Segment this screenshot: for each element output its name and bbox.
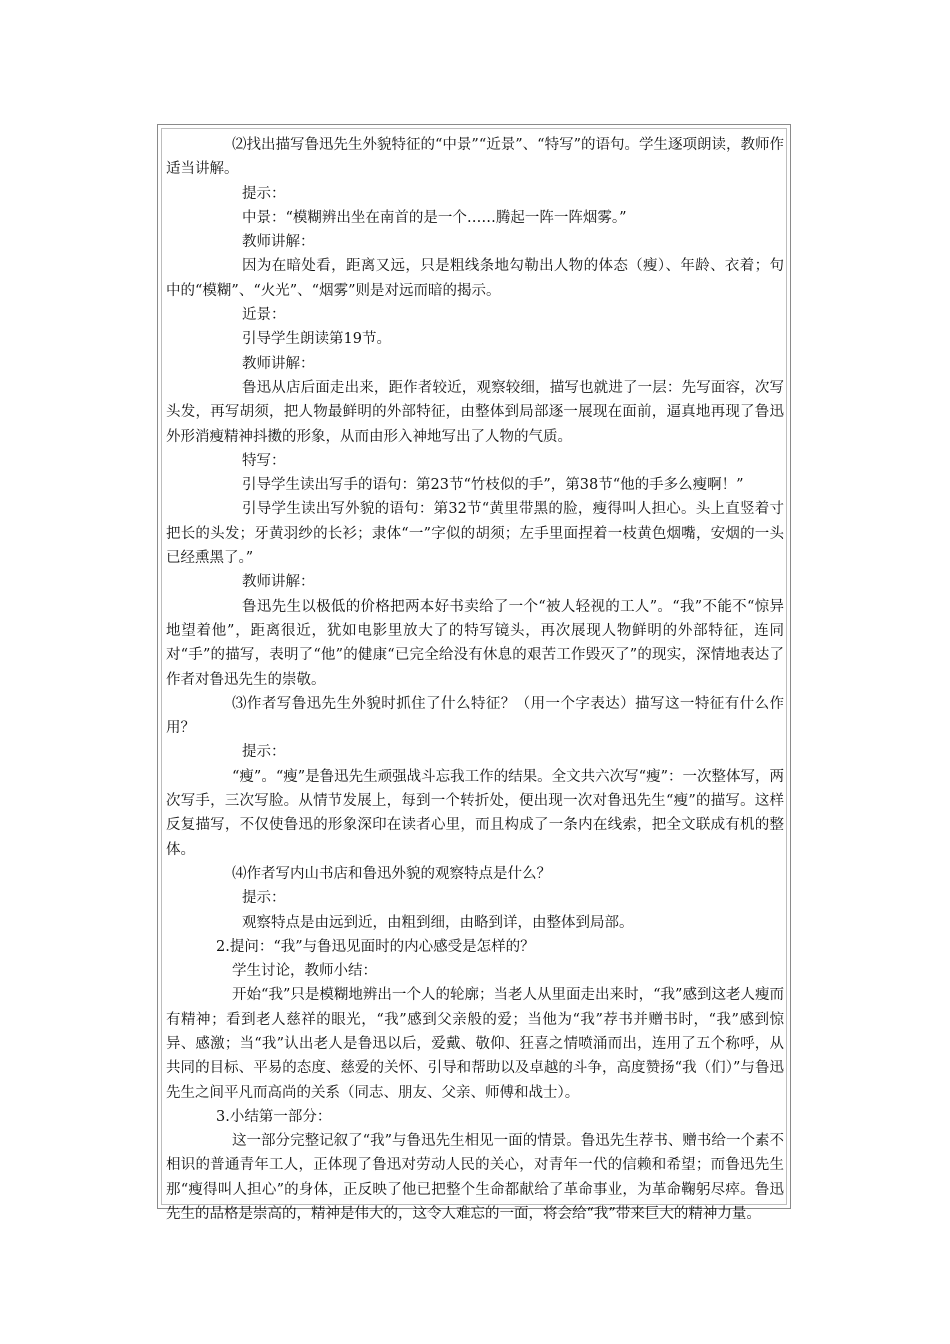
- paragraph: 提示：: [242, 744, 286, 761]
- document-body: [166, 133, 784, 1226]
- paragraph: 近景：: [242, 307, 286, 324]
- paragraph: 特写：: [242, 452, 286, 469]
- paragraph: ⑵找出描写鲁迅先生外貌特征的“中景”“近景”、“特写”的语句。学生逐项朗读，教师作适当讲解。: [166, 137, 784, 178]
- paragraph: 3.小结第一部分：: [216, 1108, 332, 1125]
- paragraph: 提示：: [242, 890, 286, 907]
- paragraph: 引导学生读出写手的语句：第23节“竹枝似的手”，第38节“他的手多么瘦啊！”: [242, 477, 744, 494]
- paragraph: 提示：: [242, 185, 286, 202]
- paragraph: 教师讲解：: [242, 234, 315, 251]
- paragraph: 鲁迅从店后面走出来，距作者较近，观察较细，描写也就进了一层：先写面容，次写头发，再写胡须，把人物最鲜明的外部特征，由整体到局部逐一展现在面前，逼真地再现了鲁迅外形消瘦精神抖擞的形象，从而由形入神地写出了人物的气质。: [166, 379, 784, 445]
- paragraph: 引导学生读出写外貌的语句：第32节“黄里带黑的脸，瘦得叫人担心。头上直竖着寸把长的头发；牙黄羽纱的长衫；隶体“一”字似的胡须；左手里面捏着一枝黄色烟嘴，安烟的一头已经熏黑了。”: [166, 501, 784, 567]
- paragraph: 引导学生朗读第19节。: [242, 331, 391, 348]
- paragraph: 中景：“模糊辨出坐在南首的是一个……腾起一阵一阵烟雾。”: [242, 209, 627, 226]
- paragraph: 鲁迅先生以极低的价格把两本好书卖给了一个“被人轻视的工人”。“我”不能不“惊异地望着他”，距离很近，犹如电影里放大了的特写镜头，再次展现人物鲜明的外部特征，连同对“手”的描写，表明了“他”的健康“已完全给没有休息的艰苦工作毁灭了”的现实，深情地表达了作者对鲁迅先生的崇敬。: [166, 598, 784, 688]
- paragraph: ⑷作者写内山书店和鲁迅外貌的观察特点是什么？: [232, 865, 551, 882]
- paragraph: ⑶作者写鲁迅先生外貌时抓住了什么特征？（用一个字表达）描写这一特征有什么作用？: [166, 695, 784, 737]
- paragraph: 学生讨论，教师小结：: [232, 963, 377, 980]
- paragraph: 这一部分完整记叙了“我”与鲁迅先生相见一面的情景。鲁迅先生荐书、赠书给一个素不相识的普通青年工人，正体现了鲁迅对劳动人民的关心，对青年一代的信赖和希望；而鲁迅先生那“瘦得叫人担心”的身体，正反映了他已把整个生命都献给了革命事业，为革命鞠躬尽瘁。鲁迅先生的品格是崇高的，精神是伟大的，这令人难忘的一面，将会给“我”带来巨大的精神力量。: [166, 1133, 784, 1223]
- paragraph: 2.提问：“我”与鲁迅见面时的内心感受是怎样的？: [216, 938, 535, 955]
- paragraph: 因为在暗处看，距离又远，只是粗线条地勾勒出人物的体态（瘦）、年龄、衣着；句中的“模糊”、“火光”、“烟雾”则是对远而暗的揭示。: [166, 258, 784, 299]
- paragraph: “瘦”。“瘦”是鲁迅先生顽强战斗忘我工作的结果。全文共六次写“瘦”：一次整体写，两次写手，三次写脸。从情节发展上，每到一个转折处，便出现一次对鲁迅先生“瘦”的描写。这样反复描写，不仅使鲁迅的形象深印在读者心里，而且构成了一条内在线索，把全文联成有机的整体。: [166, 768, 784, 858]
- paragraph: 教师讲解：: [242, 355, 315, 372]
- paragraph: 开始“我”只是模糊地辨出一个人的轮廓；当老人从里面走出来时，“我”感到这老人瘦而有精神；看到老人慈祥的眼光，“我”感到父亲般的爱；当他为“我”荐书并赠书时，“我”感到惊异、感激；当“我”认出老人是鲁迅以后，爱戴、敬仰、狂喜之情喷涌而出，连用了五个称呼，从共同的目标、平易的态度、慈爱的关怀、引导和帮助以及卓越的斗争，高度赞扬“我（们）”与鲁迅先生之间平凡而高尚的关系（同志、朋友、父亲、师傅和战士）。: [166, 987, 784, 1101]
- paragraph: 观察特点是由远到近，由粗到细，由略到详，由整体到局部。: [242, 914, 634, 931]
- paragraph: 教师讲解：: [242, 574, 315, 591]
